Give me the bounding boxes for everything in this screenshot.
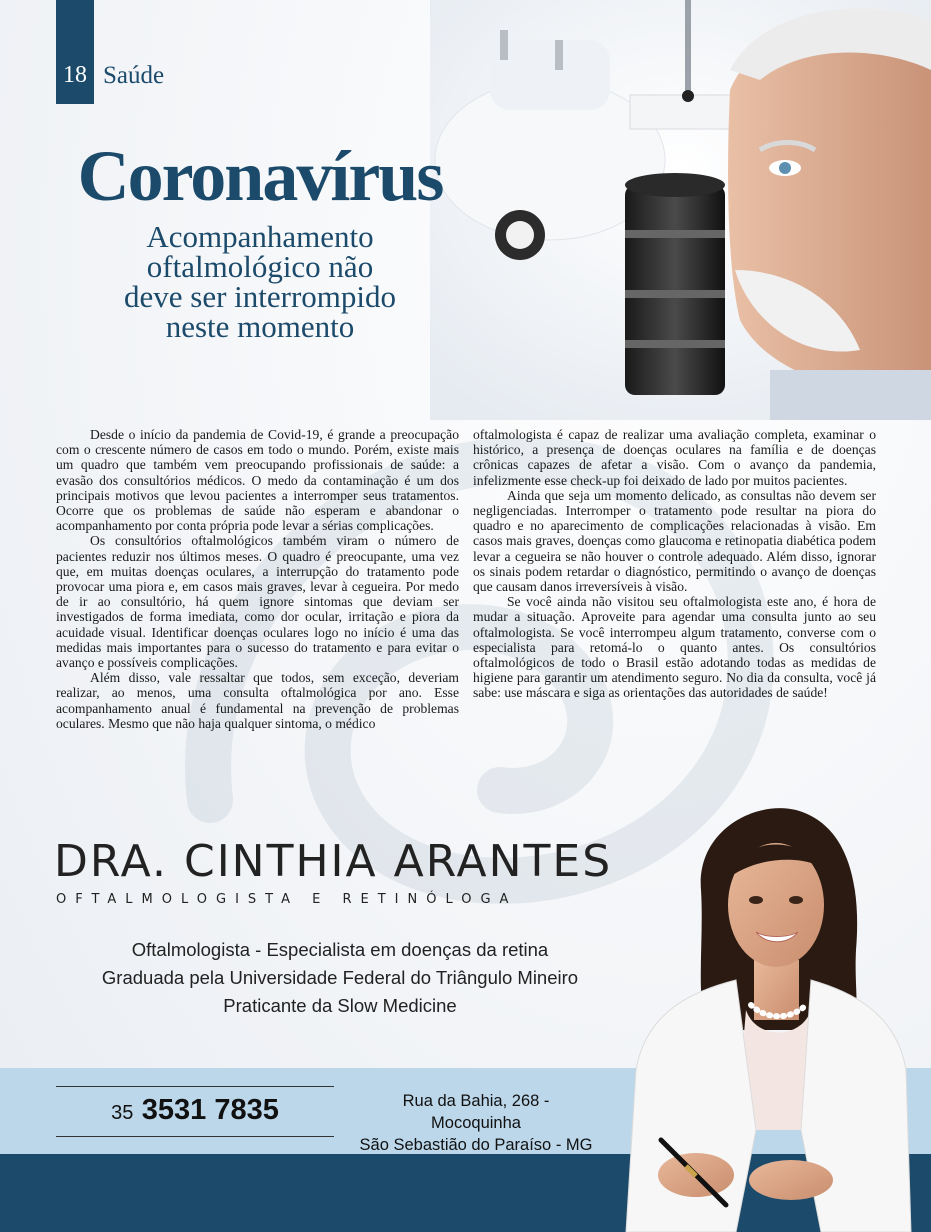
article-subtitle	[60, 219, 460, 344]
phone-area-code: 35	[111, 1102, 134, 1124]
doctor-portrait	[606, 800, 931, 1232]
doctor-title-text: OFTALMOLOGISTA E RETINÓLOGA	[56, 892, 518, 907]
clinic-address	[356, 1090, 596, 1156]
doctor-credentials	[80, 936, 600, 1020]
phone-rule-top	[56, 1086, 334, 1087]
article-column-left	[56, 427, 459, 731]
article-paragraph: Além disso, vale ressaltar que todos, sem exceção, deveriam realizar, ao menos, uma consulta oftalmológica por ano. Esse acompanhamento anual é fundamental na prevenção de problemas oculares. Mesmo que não haja qualquer sintoma, o médico	[56, 670, 459, 731]
subtitle-line: Acompanhamento	[146, 219, 374, 254]
address-line: São Sebastião do Paraíso - MG	[359, 1136, 593, 1154]
article-title: Coronavírus	[77, 136, 443, 216]
subtitle-line: neste momento	[165, 309, 355, 344]
article-body	[56, 427, 876, 731]
page-number: 18	[63, 62, 87, 88]
eye-exam-photo	[430, 0, 931, 420]
article-paragraph: Ainda que seja um momento delicado, as consultas não devem ser negligenciadas. Interromper o tratamento pode resultar na piora do quadro e no aparecimento de complicações relacionadas à visão. Em casos mais graves, doenças como glaucoma e retinopatia diabética podem levar a cegueira se não houver o controle adequado. Além disso, ignorar os sinais podem retardar o diagnóstico, permitindo o avanço de doenças que causam danos irreversíveis à visão.	[473, 487, 876, 595]
address-line: Rua da Bahia, 268 - Mocoquinha	[402, 1092, 550, 1132]
section-name: Saúde	[103, 62, 165, 89]
phone-digits: 3531 7835	[141, 1094, 279, 1126]
credential-line: Graduada pela Universidade Federal do Triângulo Mineiro	[101, 967, 579, 988]
doctor-title	[56, 892, 636, 907]
doctor-name	[54, 836, 634, 887]
doctor-name-text: DRA. CINTHIA ARANTES	[54, 836, 613, 887]
article-paragraph: oftalmologista é capaz de realizar uma avaliação completa, examinar o histórico, a presença de doenças oculares na família e de doenças crônicas capazes de afetar a visão. Com o avanço da pandemia, infelizmente esse check-up foi deixado de lado por muitos pacientes.	[473, 427, 876, 488]
article-paragraph: Os consultórios oftalmológicos também viram o número de pacientes reduzir nos últimos meses. O quadro é preocupante, uma vez que, em muitas doenças oculares, a interrupção do tratamento pode provocar uma piora e, em casos mais graves, levar à cegueira. Por medo de ir ao consultório, há quem ignore sintomas que deviam ser investigados de forma imediata, como dor ocular, irritação e piora da acuidade visual. Identificar doenças oculares logo no início é uma das medidas mais importantes para o sucesso do tratamento e para evitar o avanço e possíveis complicações.	[56, 533, 459, 671]
credential-line: Oftalmologista - Especialista em doenças da retina	[131, 939, 549, 960]
article-paragraph: Desde o início da pandemia de Covid-19, é grande a preocupação com o crescente número de casos em todo o mundo. Porém, existe mais um quadro que também vem preocupando profissionais de saúde: a evasão dos consultórios médicos. O medo da contaminação é um dos principais motivos que levou pacientes a interromper seus tratamentos. Ocorre que os problemas de saúde não esperam e abandonar o acompanhamento por conta própria pode levar a sérias complicações.	[56, 427, 459, 534]
phone-number	[56, 1094, 334, 1127]
article-column-right	[473, 427, 876, 731]
subtitle-line: oftalmológico não	[146, 249, 374, 284]
article-paragraph: Se você ainda não visitou seu oftalmologista este ano, é hora de mudar a situação. Aproveite para agendar uma consulta junto ao seu oftalmologista. Se você interrompeu algum tratamento, converse com o especialista para retomá-lo o quanto antes. Os consultórios oftalmológicos de todo o Brasil estão adotando todas as medidas de higiene para garantir um atendimento seguro. No dia da consulta, você já sabe: use máscara e siga as orientações das autoridades de saúde!	[473, 594, 876, 701]
subtitle-line: deve ser interrompido	[123, 279, 397, 314]
credential-line: Praticante da Slow Medicine	[223, 995, 457, 1016]
phone-rule-bottom	[56, 1136, 334, 1137]
